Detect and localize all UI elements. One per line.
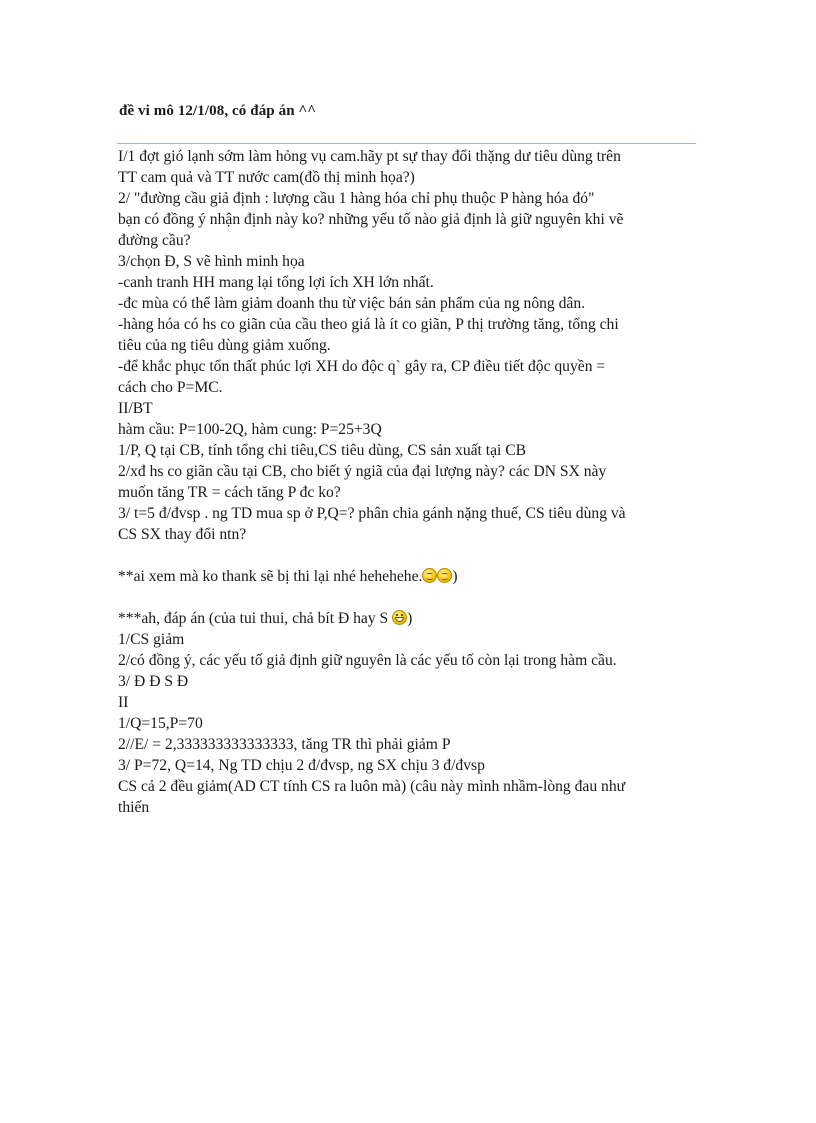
body-line: TT cam quả và TT nước cam(đồ thị minh họa?)	[118, 169, 415, 186]
smiley-icon	[437, 568, 452, 583]
body-line: 2/xđ hs co giãn cầu tại CB, cho biết ý ngiã của đại lượng này? các DN SX này	[118, 463, 607, 480]
body-line: tiêu của ng tiêu dùng giảm xuống.	[118, 337, 331, 354]
body-line: đường cầu?	[118, 232, 191, 249]
answer-line: thiến	[118, 799, 150, 816]
body-line: CS SX thay đổi ntn?	[118, 526, 247, 543]
note-line	[118, 566, 708, 587]
post-body	[118, 146, 708, 818]
answer-line: 3/ Đ Đ S Đ	[118, 673, 189, 690]
answer-line: CS cả 2 đều giảm(AD CT tính CS ra luôn mà) (câu này mình nhầm-lòng đau như	[118, 778, 626, 795]
answer-line: II	[118, 694, 129, 711]
body-line: bạn có đồng ý nhận định này ko? những yếu tố nào giả định là giữ nguyên khi vẽ	[118, 211, 624, 228]
body-line: 2/ "đường cầu giả định : lượng cầu 1 hàng hóa chỉ phụ thuộc P hàng hóa đó"	[118, 190, 595, 207]
smiley-icon	[422, 568, 437, 583]
body-line: muốn tăng TR = cách tăng P đc ko?	[118, 484, 341, 501]
note-text-end: )	[452, 568, 458, 585]
title-divider	[117, 143, 696, 144]
paragraph-gap	[118, 587, 708, 608]
body-line: 3/chọn Đ, S vẽ hình minh họa	[118, 253, 305, 270]
answer-line: 1/CS giảm	[118, 631, 185, 648]
body-line: I/1 đợt gió lạnh sớm làm hỏng vụ cam.hãy pt sự thay đổi thặng dư tiêu dùng trên	[118, 148, 621, 165]
body-line: -canh tranh HH mang lại tổng lợi ích XH lớn nhất.	[118, 274, 434, 291]
grin-icon	[392, 610, 407, 625]
post-title: đề vi mô 12/1/08, có đáp án ^^	[119, 103, 317, 119]
answer-line: 3/ P=72, Q=14, Ng TD chịu 2 đ/đvsp, ng SX chịu 3 đ/đvsp	[118, 757, 485, 774]
body-line: -hàng hóa có hs co giãn của cầu theo giá là ít co giãn, P thị trường tăng, tổng chi	[118, 316, 619, 333]
answer-heading-end: )	[407, 610, 413, 627]
answer-line: 2/có đồng ý, các yếu tố giả định giữ nguyên là các yếu tố còn lại trong hàm cầu.	[118, 652, 617, 669]
body-line: hàm cầu: P=100-2Q, hàm cung: P=25+3Q	[118, 421, 382, 438]
paragraph-gap	[118, 545, 708, 566]
body-line: II/BT	[118, 400, 153, 417]
answer-heading-text: ***ah, đáp án (của tui thui, chả bít Đ hay S	[118, 610, 393, 627]
body-line: cách cho P=MC.	[118, 379, 223, 396]
body-line: -để khắc phục tổn thất phúc lợi XH do độc q` gây ra, CP điều tiết độc quyền =	[118, 358, 606, 375]
answer-line: 2//E/ = 2,333333333333333, tăng TR thì phải giảm P	[118, 736, 451, 753]
body-line: 3/ t=5 đ/đvsp . ng TD mua sp ở P,Q=? phân chia gánh nặng thuế, CS tiêu dùng và	[118, 505, 626, 522]
answer-line: 1/Q=15,P=70	[118, 715, 203, 732]
body-line: 1/P, Q tại CB, tính tổng chi tiêu,CS tiêu dùng, CS sản xuất tại CB	[118, 442, 527, 459]
body-line: -đc mùa có thể làm giảm doanh thu từ việc bán sản phẩm của ng nông dân.	[118, 295, 586, 312]
note-text: **ai xem mà ko thank sẽ bị thi lại nhé hehehehe.	[118, 568, 423, 585]
answer-heading-line	[118, 608, 708, 629]
